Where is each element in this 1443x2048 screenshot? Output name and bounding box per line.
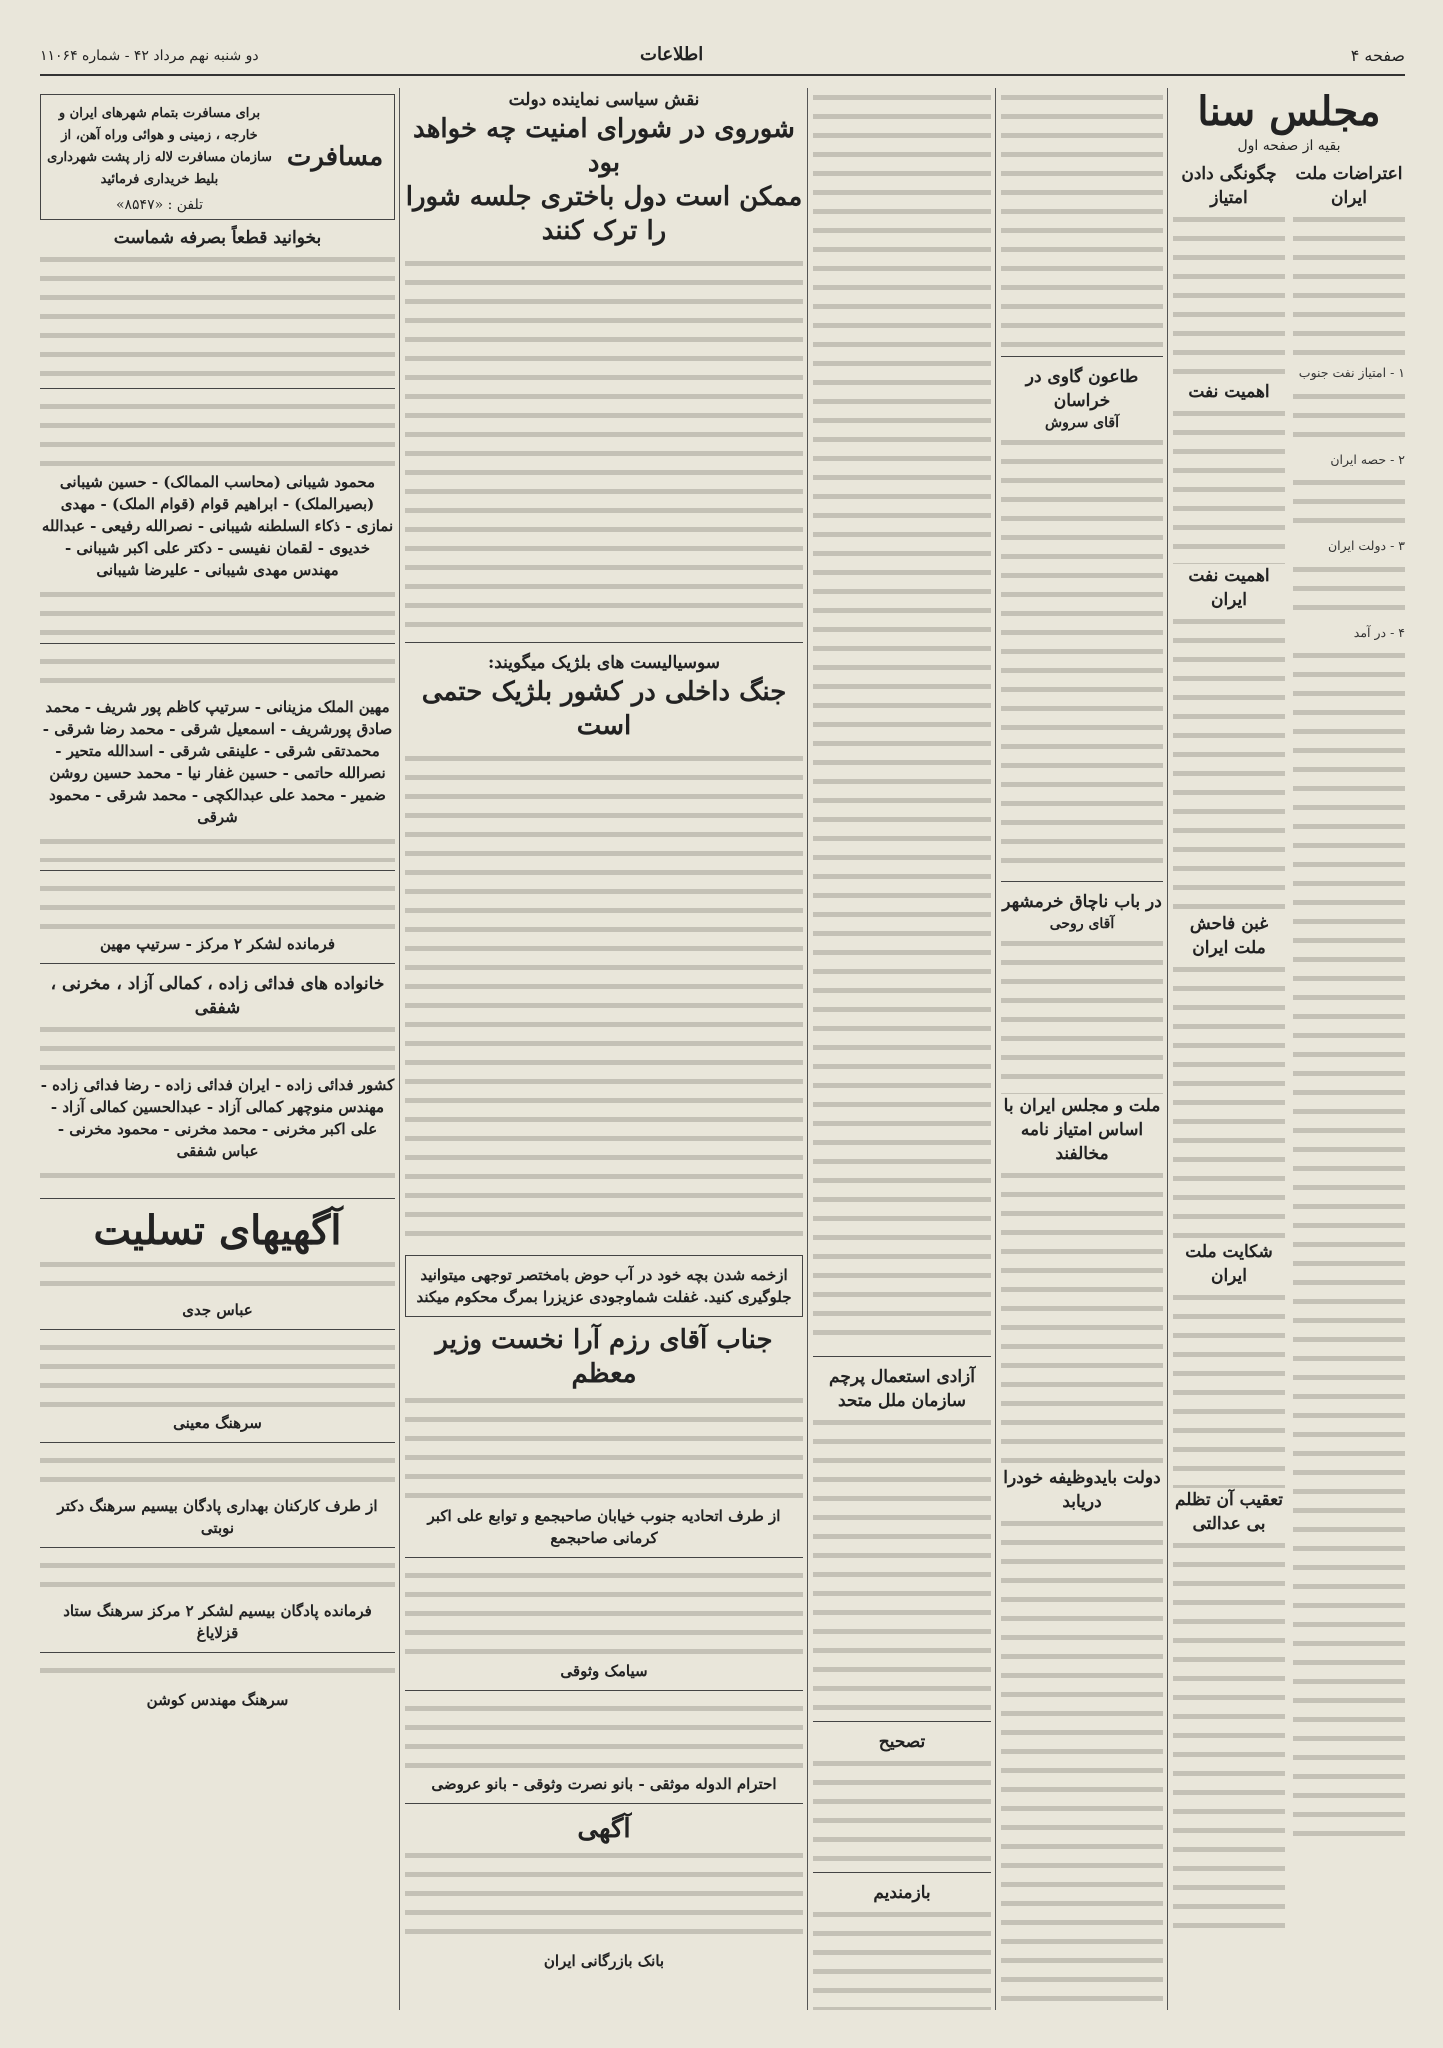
signature-gooshan: سرهنگ مهندس کوشن <box>146 1691 289 1709</box>
item-4: ۴ - در آمد <box>1353 624 1405 640</box>
signature-sarhang-moeini: سرهنگ معینی <box>173 1414 262 1432</box>
heading-un-flag: آزادی استعمال پرچم سازمان ملل متحد <box>829 1367 975 1411</box>
heading-complaint: شکایت ملت ایران <box>1185 1242 1273 1286</box>
heading-condolences: آگهیهای تسلیت <box>93 1207 342 1254</box>
heading-oppose-concession: اساس امتیاز نامه مخالفند <box>1020 1120 1144 1164</box>
names-fadaei: کشور فدائی زاده - ایران فدائی زاده - رضا فدائی زاده - مهندس منوچهر کمالی آزاد - عبدالحسین کمالی آزاد - علی اکبر مخرنی - محمد مخرنی - محمود مخرنی - عباس شفقی <box>40 1076 395 1160</box>
heading-notice: آگهی <box>577 1814 631 1844</box>
newspaper-page <box>40 40 1405 2010</box>
kicker-soviet-role: نقش سیاسی نماینده دولت <box>508 90 700 110</box>
signature-garrison-commander: فرمانده پادگان بیسیم لشکر ۲ مرکز سرهنگ ستاد قزلایاغ <box>63 1602 372 1642</box>
heading-belgian-socialists: سوسیالیست های بلژیک میگویند: <box>487 653 721 673</box>
child-safety-notice: ازخمه شدن بچه خود در آب حوض بامختصر توجهی میتوانید جلوگیری کنید. غفلت شماوجودی عزیزرا بمرگ محکوم میکند <box>416 1266 792 1306</box>
column-senate <box>1173 88 1405 2010</box>
heading-read-this: بخوانید قطعاً بصرفه شماست <box>113 228 322 248</box>
headline-senate: مجلس سنا <box>1197 88 1381 135</box>
column-3 <box>813 88 991 2010</box>
heading-correction: تصحیح <box>878 1732 926 1752</box>
names-sharghi: مهین الملک مزینانی - سرتیپ کاظم پور شریف - محمد صادق پورشریف - اسمعیل شرقی - محمد رضا شرقی - محمدتقی شرقی - علینقی شرقی - اسدالله متحیر - نصرالله حاتمی - حسین غفار نیا - محمد حسین روشن ضمیر - محمد علی عبدالکچی - محمد شرقی - محمود شرقی <box>42 698 393 826</box>
heading-fadaei-families: خانواده های فدائی زاده ، کمالی آزاد ، مخرنی ، شفقی <box>50 974 385 1018</box>
headline-belgium-civil-war: جنگ داخلی در کشور بلژیک حتمی است <box>421 677 787 741</box>
heading-khorramshahr: در باب ناچاق خرمشهر <box>1002 892 1162 912</box>
signature-ehteram: احترام الدوله موثقی - بانو نصرت وثوقی - بانو عروضی <box>431 1775 777 1793</box>
heading-soroush: آقای سروش <box>1045 415 1119 431</box>
names-shibani: محمود شیبانی (محاسب الممالک) - حسین شیبانی (بصیرالملک) - ابراهیم قوام (قوام الملک) - مهدی نمازی - ذکاء السلطنه شیبانی - نصرالله رفیعی - عبدالله خدیوی - لقمان نفیسی - دکتر علی اکبر شیبانی - مهندس مهدی شیبانی - علیرضا شیبانی <box>41 473 394 579</box>
heading-needed: بازمندیم <box>873 1883 931 1903</box>
heading-travel: مسافرت <box>286 142 384 172</box>
column-rule <box>1167 88 1168 2010</box>
heading-objections: اعتراضات ملت ایران <box>1295 164 1403 208</box>
travel-text: برای مسافرت بتمام شهرهای ایران و خارجه ، زمینی و هوائی وراه آهن، از سازمان مسافرت لاله زار پشت شهرداری بلیط خریداری فرمائید <box>47 106 272 187</box>
column-rule <box>807 88 808 2010</box>
page-number: صفحه ۴ <box>1350 46 1405 65</box>
heading-how-concession: چگونگی دادن امتیاز <box>1181 164 1277 208</box>
heading-government-duty: دولت بایدوظیفه خودرا دریابد <box>1003 1468 1161 1512</box>
column-4 <box>405 88 803 2010</box>
signature-health-staff: از طرف کارکنان بهداری پادگان بیسیم سرهنگ دکتر نوبتی <box>57 1497 378 1537</box>
travel-phone: تلفن : «۸۵۴۷» <box>115 197 204 213</box>
heading-oil-importance: اهمیت نفت <box>1188 382 1270 402</box>
signature-abbas-jeddi: عباس جدی <box>182 1301 253 1319</box>
column-ads <box>40 88 395 2010</box>
heading-cattle-plague: طاعون گاوی در خراسان <box>1025 367 1139 411</box>
paper-name: اطلاعات <box>640 44 704 65</box>
heading-iran-oil-importance: اهمیت نفت ایران <box>1188 566 1270 610</box>
heading-nation-majlis: ملت و مجلس ایران با <box>1003 1096 1161 1116</box>
heading-gross-loss: غبن فاحش ملت ایران <box>1189 914 1269 958</box>
column-rule <box>399 88 400 2010</box>
signature-association: از طرف اتحادیه جنوب خیابان صاحبجمع و توابع علی اکبر کرمانی صاحبجمع <box>427 1507 781 1547</box>
signature-sartip-mahin: فرمانده لشکر ۲ مرکز - سرتیپ مهین <box>100 935 335 953</box>
heading-followup: تعقیب آن تظلم بی عدالتی <box>1174 1490 1284 1534</box>
headline-security-council: شوروی در شورای امنیت چه خواهد بود <box>413 114 795 178</box>
headline-razmara: جناب آقای رزم آرا نخست وزیر معظم <box>435 1325 773 1389</box>
item-1: ۱ - امتیاز نفت جنوب <box>1298 365 1405 380</box>
item-3: ۳ - دولت ایران <box>1327 538 1405 553</box>
item-2: ۲ - حصه ایران <box>1330 451 1405 467</box>
continued-note: بقیه از صفحه اول <box>1237 138 1341 154</box>
date-line: دو شنبه نهم مرداد ۴۲ - شماره ۱۱۰۶۴ <box>40 48 259 64</box>
heading-ravachi: آقای روحی <box>1049 916 1115 932</box>
signature-siamak: سیامک وثوقی <box>560 1662 648 1680</box>
column-2 <box>1001 88 1163 2010</box>
masthead <box>40 40 1405 76</box>
column-rule <box>995 88 996 2010</box>
signature-bank: بانک بازرگانی ایران <box>543 1952 665 1970</box>
subhead-walkout: ممکن است دول باختری جلسه شورا را ترک کنند <box>405 182 803 246</box>
